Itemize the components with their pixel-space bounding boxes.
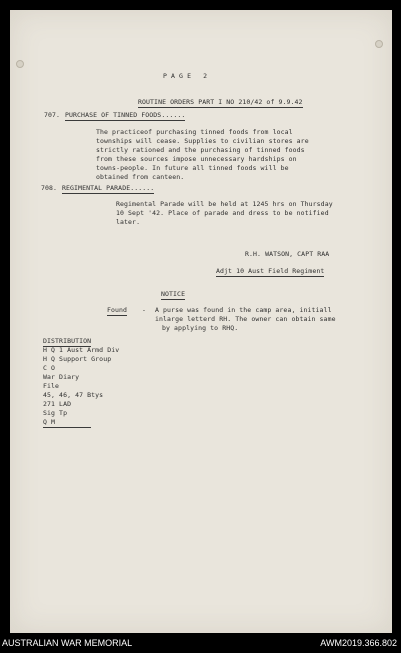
item-707-line: strictly rationed and the purchasing of tinned foods (96, 146, 305, 154)
distribution-item: File (43, 382, 60, 390)
notice-line: by applying to RHQ. (162, 324, 239, 332)
punch-hole (16, 60, 24, 68)
item-707-line: from these sources impose unnecessary hardships on (96, 155, 297, 163)
item-707-number: 707. (44, 111, 61, 119)
signature-title: Adjt 10 Aust Field Regiment (216, 267, 325, 275)
item-707-line: townships will cease. Supplies to civilian stores are (96, 137, 309, 145)
signature-name: R.H. WATSON, CAPT RAA (245, 250, 330, 258)
footer-source: AUSTRALIAN WAR MEMORIAL (2, 638, 133, 648)
punch-hole (375, 40, 383, 48)
item-708-line: later. (116, 218, 141, 226)
distribution-heading: DISTRIBUTION (43, 337, 92, 345)
orders-title: ROUTINE ORDERS PART I NO 210/42 of 9.9.42 (138, 98, 303, 106)
distribution-item: War Diary (43, 373, 80, 381)
distribution-item: Q M (43, 418, 91, 428)
distribution-item: Sig Tp (43, 409, 68, 417)
document-page (10, 10, 392, 633)
item-707-heading: PURCHASE OF TINNED FOODS...... (65, 111, 186, 119)
item-708-heading: REGIMENTAL PARADE...... (62, 184, 155, 192)
notice-label: Found (107, 306, 128, 314)
item-708-number: 708. (41, 184, 58, 192)
distribution-item: C O (43, 364, 56, 372)
distribution-item: 45, 46, 47 Btys (43, 391, 104, 399)
page-heading: P A G E 2 (163, 72, 208, 80)
item-707-line: The practiceof purchasing tinned foods from local (96, 128, 293, 136)
archive-footer (0, 633, 401, 653)
notice-dash: - (142, 306, 147, 314)
item-707-line: obtained from canteen. (96, 173, 185, 181)
notice-heading: NOTICE (161, 290, 186, 298)
item-708-line: Regimental Parade will be held at 1245 hrs on Thursday (116, 200, 333, 208)
notice-line: inlarge letterd RH. The owner can obtain same (155, 315, 336, 323)
item-708-line: 10 Sept '42. Place of parade and dress to be notified (116, 209, 329, 217)
notice-line: A purse was found in the camp area, initiall (155, 306, 332, 314)
footer-accession-id: AWM2019.366.802 (320, 638, 397, 648)
item-707-line: towns-people. In future all tinned foods will be (96, 164, 289, 172)
distribution-item: H Q 1 Aust Armd Div (43, 346, 120, 354)
distribution-item: H Q Support Group (43, 355, 112, 363)
distribution-item: 271 LAD (43, 400, 72, 408)
